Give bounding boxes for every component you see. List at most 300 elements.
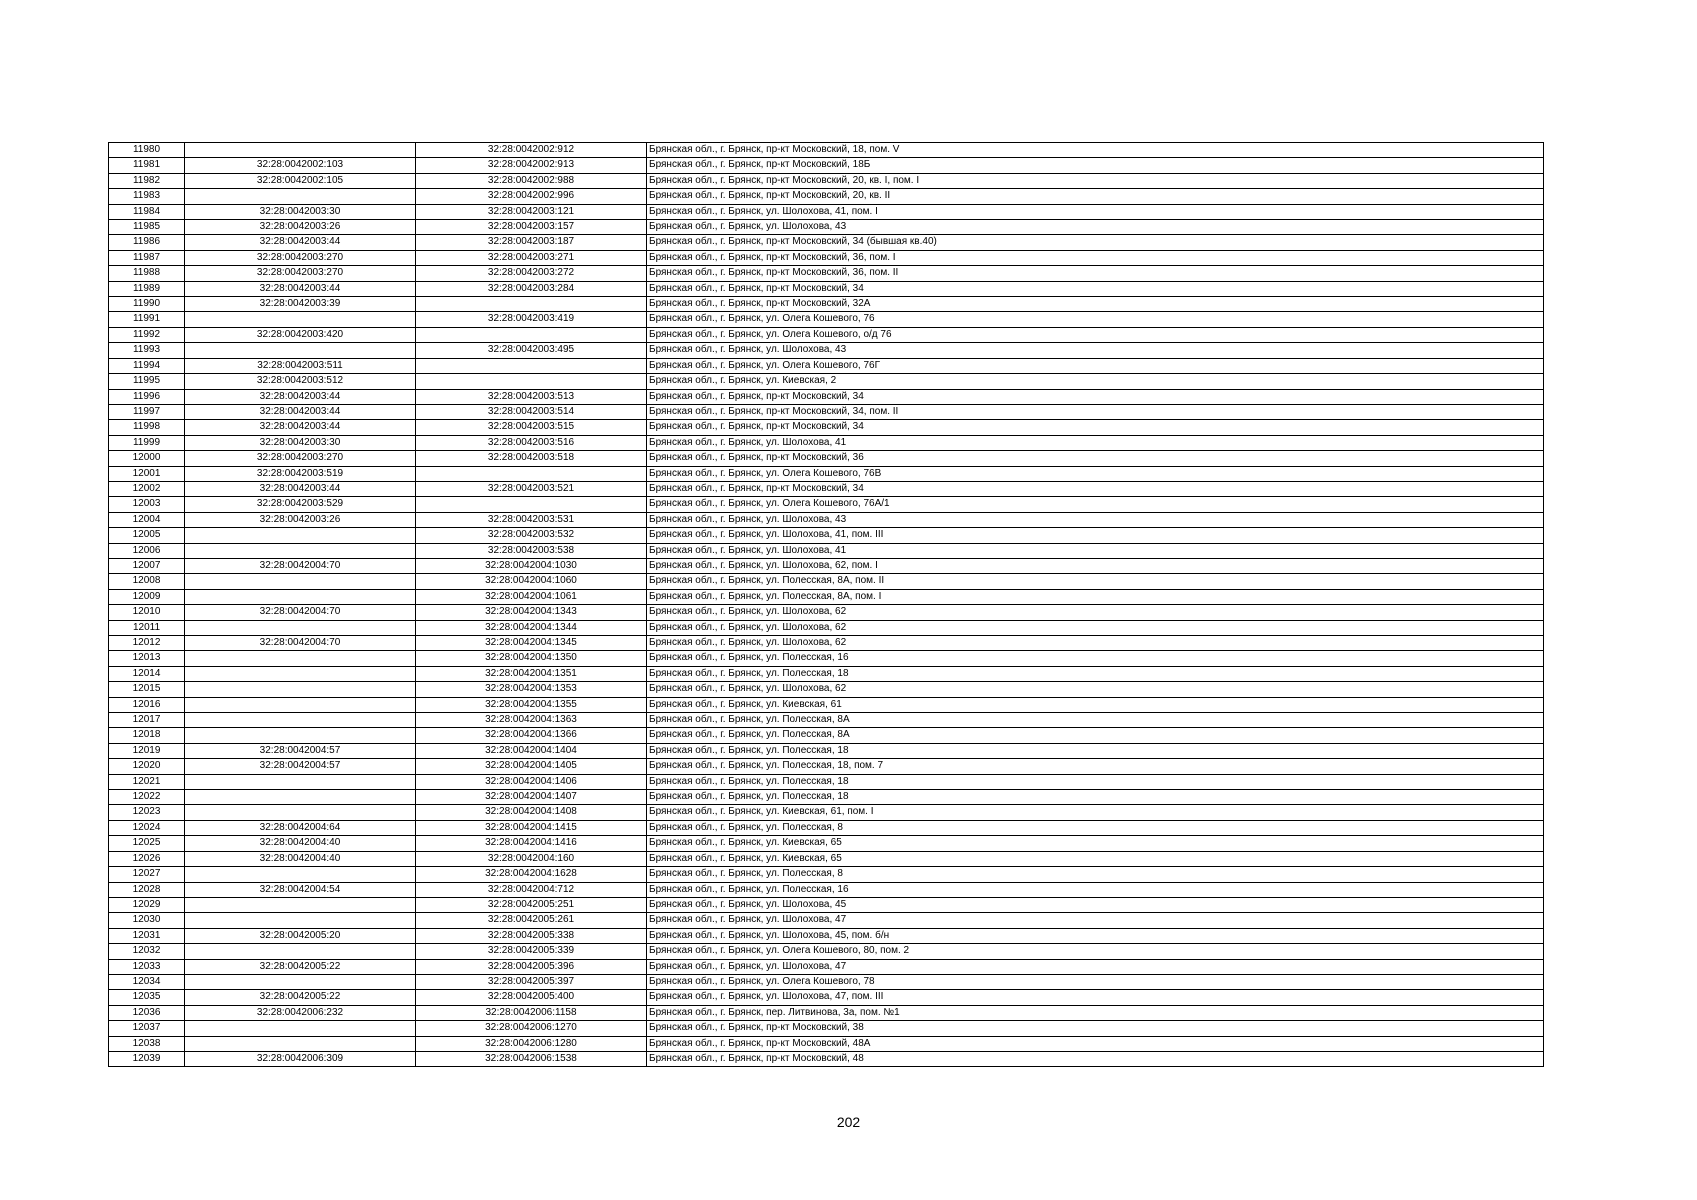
row-number-cell: 12000 <box>109 451 185 466</box>
address-cell: Брянская обл., г. Брянск, пр-кт Московский, 34 <box>647 281 1544 296</box>
address-cell: Брянская обл., г. Брянск, ул. Шолохова, 41, пом. I <box>647 204 1544 219</box>
row-number-cell: 12002 <box>109 481 185 496</box>
parent-cadastral-number-cell: 32:28:0042003:44 <box>185 481 416 496</box>
table-row <box>109 805 1544 820</box>
address-cell: Брянская обл., г. Брянск, ул. Шолохова, 41 <box>647 543 1544 558</box>
table-row <box>109 974 1544 989</box>
address-cell: Брянская обл., г. Брянск, ул. Полесская, 18, пом. 7 <box>647 759 1544 774</box>
parent-cadastral-number-cell <box>185 528 416 543</box>
address-cell: Брянская обл., г. Брянск, пр-кт Московский, 36, пом. I <box>647 250 1544 265</box>
row-number-cell: 11982 <box>109 173 185 188</box>
address-cell: Брянская обл., г. Брянск, ул. Шолохова, 47, пом. III <box>647 990 1544 1005</box>
address-cell: Брянская обл., г. Брянск, ул. Полесская, 8 <box>647 867 1544 882</box>
row-number-cell: 12024 <box>109 820 185 835</box>
table-row <box>109 774 1544 789</box>
parent-cadastral-number-cell <box>185 143 416 158</box>
cadastral-number-cell: 32:28:0042003:514 <box>416 404 647 419</box>
cadastral-number-cell <box>416 374 647 389</box>
address-cell: Брянская обл., г. Брянск, пр-кт Московский, 20, кв. I, пом. I <box>647 173 1544 188</box>
parent-cadastral-number-cell <box>185 312 416 327</box>
cadastral-number-cell: 32:28:0042004:1344 <box>416 620 647 635</box>
parent-cadastral-number-cell: 32:28:0042003:511 <box>185 358 416 373</box>
address-cell: Брянская обл., г. Брянск, ул. Олега Кошевого, 76Г <box>647 358 1544 373</box>
row-number-cell: 12032 <box>109 944 185 959</box>
address-cell: Брянская обл., г. Брянск, ул. Олега Кошевого, 76В <box>647 466 1544 481</box>
address-cell: Брянская обл., г. Брянск, пер. Литвинова, 3а, пом. №1 <box>647 1005 1544 1020</box>
address-cell: Брянская обл., г. Брянск, ул. Полесская, 18 <box>647 666 1544 681</box>
table-row <box>109 1051 1544 1066</box>
table-row <box>109 682 1544 697</box>
cadastral-number-cell: 32:28:0042004:1416 <box>416 836 647 851</box>
table-row <box>109 466 1544 481</box>
table-row <box>109 897 1544 912</box>
cadastral-number-cell: 32:28:0042004:160 <box>416 851 647 866</box>
cadastral-number-cell <box>416 466 647 481</box>
parent-cadastral-number-cell: 32:28:0042003:270 <box>185 250 416 265</box>
cadastral-number-cell: 32:28:0042004:712 <box>416 882 647 897</box>
row-number-cell: 11983 <box>109 189 185 204</box>
table-row <box>109 666 1544 681</box>
table-row <box>109 389 1544 404</box>
parent-cadastral-number-cell: 32:28:0042003:519 <box>185 466 416 481</box>
row-number-cell: 11987 <box>109 250 185 265</box>
table-row <box>109 543 1544 558</box>
parent-cadastral-number-cell: 32:28:0042003:420 <box>185 327 416 342</box>
table-row <box>109 790 1544 805</box>
row-number-cell: 12014 <box>109 666 185 681</box>
table-row <box>109 173 1544 188</box>
cadastral-number-cell: 32:28:0042003:419 <box>416 312 647 327</box>
address-cell: Брянская обл., г. Брянск, пр-кт Московский, 18Б <box>647 158 1544 173</box>
address-cell: Брянская обл., г. Брянск, ул. Полесская, 8А <box>647 713 1544 728</box>
table-row <box>109 620 1544 635</box>
table-row <box>109 374 1544 389</box>
parent-cadastral-number-cell: 32:28:0042006:309 <box>185 1051 416 1066</box>
parent-cadastral-number-cell: 32:28:0042003:44 <box>185 235 416 250</box>
address-cell: Брянская обл., г. Брянск, ул. Шолохова, 43 <box>647 343 1544 358</box>
address-cell: Брянская обл., г. Брянск, пр-кт Московский, 36 <box>647 451 1544 466</box>
parent-cadastral-number-cell: 32:28:0042004:70 <box>185 558 416 573</box>
row-number-cell: 11992 <box>109 327 185 342</box>
address-cell: Брянская обл., г. Брянск, ул. Киевская, 61, пом. I <box>647 805 1544 820</box>
table-row <box>109 250 1544 265</box>
cadastral-number-cell: 32:28:0042003:271 <box>416 250 647 265</box>
row-number-cell: 12025 <box>109 836 185 851</box>
cadastral-number-cell: 32:28:0042004:1351 <box>416 666 647 681</box>
address-cell: Брянская обл., г. Брянск, ул. Шолохова, 62 <box>647 682 1544 697</box>
address-cell: Брянская обл., г. Брянск, ул. Полесская, 8А, пом. I <box>647 589 1544 604</box>
parent-cadastral-number-cell: 32:28:0042004:70 <box>185 605 416 620</box>
cadastral-number-cell: 32:28:0042004:1363 <box>416 713 647 728</box>
parent-cadastral-number-cell <box>185 974 416 989</box>
address-cell: Брянская обл., г. Брянск, ул. Шолохова, 41, пом. III <box>647 528 1544 543</box>
parent-cadastral-number-cell: 32:28:0042004:40 <box>185 836 416 851</box>
cadastral-number-cell: 32:28:0042004:1405 <box>416 759 647 774</box>
address-cell: Брянская обл., г. Брянск, ул. Полесская, 8А, пом. II <box>647 574 1544 589</box>
parent-cadastral-number-cell <box>185 620 416 635</box>
parent-cadastral-number-cell <box>185 666 416 681</box>
row-number-cell: 12017 <box>109 713 185 728</box>
address-cell: Брянская обл., г. Брянск, ул. Шолохова, 43 <box>647 220 1544 235</box>
table-row <box>109 589 1544 604</box>
table-row <box>109 913 1544 928</box>
parent-cadastral-number-cell <box>185 651 416 666</box>
address-cell: Брянская обл., г. Брянск, ул. Шолохова, 62 <box>647 620 1544 635</box>
parent-cadastral-number-cell <box>185 589 416 604</box>
table-row <box>109 1036 1544 1051</box>
row-number-cell: 11989 <box>109 281 185 296</box>
cadastral-number-cell: 32:28:0042004:1406 <box>416 774 647 789</box>
table-row <box>109 420 1544 435</box>
table-row <box>109 713 1544 728</box>
row-number-cell: 11990 <box>109 297 185 312</box>
table-row <box>109 558 1544 573</box>
row-number-cell: 12019 <box>109 743 185 758</box>
address-cell: Брянская обл., г. Брянск, пр-кт Московский, 36, пом. II <box>647 266 1544 281</box>
parent-cadastral-number-cell <box>185 697 416 712</box>
parent-cadastral-number-cell <box>185 897 416 912</box>
row-number-cell: 12038 <box>109 1036 185 1051</box>
cadastral-number-cell: 32:28:0042004:1061 <box>416 589 647 604</box>
cadastral-number-cell: 32:28:0042004:1628 <box>416 867 647 882</box>
address-cell: Брянская обл., г. Брянск, ул. Олега Кошевого, 76 <box>647 312 1544 327</box>
address-cell: Брянская обл., г. Брянск, пр-кт Московский, 34, пом. II <box>647 404 1544 419</box>
table-row <box>109 990 1544 1005</box>
parent-cadastral-number-cell: 32:28:0042003:44 <box>185 389 416 404</box>
cadastral-number-cell: 32:28:0042002:988 <box>416 173 647 188</box>
cadastral-number-cell: 32:28:0042006:1280 <box>416 1036 647 1051</box>
parent-cadastral-number-cell: 32:28:0042004:57 <box>185 759 416 774</box>
row-number-cell: 12013 <box>109 651 185 666</box>
table-row <box>109 281 1544 296</box>
address-cell: Брянская обл., г. Брянск, пр-кт Московский, 38 <box>647 1021 1544 1036</box>
table-row <box>109 836 1544 851</box>
cadastral-number-cell: 32:28:0042002:913 <box>416 158 647 173</box>
cadastral-number-cell: 32:28:0042005:251 <box>416 897 647 912</box>
row-number-cell: 12009 <box>109 589 185 604</box>
parent-cadastral-number-cell: 32:28:0042003:44 <box>185 420 416 435</box>
cadastral-number-cell: 32:28:0042003:518 <box>416 451 647 466</box>
parent-cadastral-number-cell <box>185 682 416 697</box>
cadastral-number-cell: 32:28:0042003:521 <box>416 481 647 496</box>
parent-cadastral-number-cell: 32:28:0042004:40 <box>185 851 416 866</box>
address-cell: Брянская обл., г. Брянск, ул. Шолохова, 45, пом. б/н <box>647 928 1544 943</box>
cadastral-number-cell: 32:28:0042005:339 <box>416 944 647 959</box>
row-number-cell: 11994 <box>109 358 185 373</box>
table-row <box>109 528 1544 543</box>
table-row <box>109 574 1544 589</box>
cadastral-number-cell: 32:28:0042006:1538 <box>416 1051 647 1066</box>
parent-cadastral-number-cell: 32:28:0042003:39 <box>185 297 416 312</box>
cadastral-number-cell: 32:28:0042003:187 <box>416 235 647 250</box>
address-cell: Брянская обл., г. Брянск, ул. Шолохова, 62 <box>647 636 1544 651</box>
table-row <box>109 512 1544 527</box>
table-row <box>109 1005 1544 1020</box>
row-number-cell: 11981 <box>109 158 185 173</box>
row-number-cell: 11986 <box>109 235 185 250</box>
row-number-cell: 12003 <box>109 497 185 512</box>
table-row <box>109 158 1544 173</box>
parent-cadastral-number-cell <box>185 867 416 882</box>
row-number-cell: 11993 <box>109 343 185 358</box>
table-row <box>109 605 1544 620</box>
address-cell: Брянская обл., г. Брянск, пр-кт Московский, 34 <box>647 420 1544 435</box>
row-number-cell: 11984 <box>109 204 185 219</box>
table-row <box>109 297 1544 312</box>
parent-cadastral-number-cell <box>185 574 416 589</box>
cadastral-number-cell: 32:28:0042004:1353 <box>416 682 647 697</box>
cadastral-number-cell <box>416 358 647 373</box>
cadastral-number-cell: 32:28:0042004:1350 <box>416 651 647 666</box>
cadastral-number-cell: 32:28:0042003:495 <box>416 343 647 358</box>
row-number-cell: 12036 <box>109 1005 185 1020</box>
parent-cadastral-number-cell <box>185 944 416 959</box>
cadastral-number-cell: 32:28:0042004:1415 <box>416 820 647 835</box>
parent-cadastral-number-cell: 32:28:0042004:57 <box>185 743 416 758</box>
cadastral-number-cell: 32:28:0042006:1270 <box>416 1021 647 1036</box>
table-row <box>109 944 1544 959</box>
row-number-cell: 12034 <box>109 974 185 989</box>
row-number-cell: 11985 <box>109 220 185 235</box>
address-cell: Брянская обл., г. Брянск, ул. Олега Кошевого, 76А/1 <box>647 497 1544 512</box>
cadastral-number-cell: 32:28:0042004:1060 <box>416 574 647 589</box>
cadastral-number-cell: 32:28:0042002:912 <box>416 143 647 158</box>
address-cell: Брянская обл., г. Брянск, пр-кт Московский, 18, пом. V <box>647 143 1544 158</box>
row-number-cell: 11991 <box>109 312 185 327</box>
address-cell: Брянская обл., г. Брянск, ул. Полесская, 18 <box>647 774 1544 789</box>
row-number-cell: 11997 <box>109 404 185 419</box>
table-row <box>109 1021 1544 1036</box>
address-cell: Брянская обл., г. Брянск, ул. Олега Кошевого, 78 <box>647 974 1544 989</box>
cadastral-number-cell <box>416 327 647 342</box>
table-row <box>109 327 1544 342</box>
cadastral-number-cell: 32:28:0042003:515 <box>416 420 647 435</box>
table-row <box>109 451 1544 466</box>
address-cell: Брянская обл., г. Брянск, ул. Шолохова, 47 <box>647 959 1544 974</box>
address-cell: Брянская обл., г. Брянск, пр-кт Московский, 34 <box>647 481 1544 496</box>
table-row <box>109 867 1544 882</box>
table-row <box>109 312 1544 327</box>
cadastral-number-cell: 32:28:0042006:1158 <box>416 1005 647 1020</box>
address-cell: Брянская обл., г. Брянск, пр-кт Московский, 48 <box>647 1051 1544 1066</box>
parent-cadastral-number-cell: 32:28:0042003:30 <box>185 435 416 450</box>
cadastral-number-cell <box>416 497 647 512</box>
parent-cadastral-number-cell: 32:28:0042003:270 <box>185 266 416 281</box>
parent-cadastral-number-cell: 32:28:0042004:64 <box>185 820 416 835</box>
table-row <box>109 651 1544 666</box>
row-number-cell: 11999 <box>109 435 185 450</box>
row-number-cell: 11995 <box>109 374 185 389</box>
table-row <box>109 728 1544 743</box>
cadastral-number-cell: 32:28:0042003:121 <box>416 204 647 219</box>
cadastral-number-cell: 32:28:0042004:1404 <box>416 743 647 758</box>
parent-cadastral-number-cell: 32:28:0042005:22 <box>185 990 416 1005</box>
table-row <box>109 820 1544 835</box>
row-number-cell: 12006 <box>109 543 185 558</box>
row-number-cell: 12011 <box>109 620 185 635</box>
row-number-cell: 12008 <box>109 574 185 589</box>
row-number-cell: 12021 <box>109 774 185 789</box>
parent-cadastral-number-cell: 32:28:0042003:30 <box>185 204 416 219</box>
row-number-cell: 12018 <box>109 728 185 743</box>
cadastral-number-cell: 32:28:0042002:996 <box>416 189 647 204</box>
address-cell: Брянская обл., г. Брянск, ул. Полесская, 8 <box>647 820 1544 835</box>
cadastral-number-cell: 32:28:0042005:261 <box>416 913 647 928</box>
table-row <box>109 404 1544 419</box>
cadastral-number-cell: 32:28:0042004:1355 <box>416 697 647 712</box>
parent-cadastral-number-cell <box>185 543 416 558</box>
parent-cadastral-number-cell <box>185 1036 416 1051</box>
parent-cadastral-number-cell <box>185 774 416 789</box>
table-row <box>109 435 1544 450</box>
address-cell: Брянская обл., г. Брянск, ул. Шолохова, 43 <box>647 512 1544 527</box>
table-row <box>109 481 1544 496</box>
address-cell: Брянская обл., г. Брянск, ул. Полесская, 18 <box>647 743 1544 758</box>
cadastral-number-cell: 32:28:0042003:516 <box>416 435 647 450</box>
address-cell: Брянская обл., г. Брянск, ул. Киевская, 65 <box>647 836 1544 851</box>
table-row <box>109 235 1544 250</box>
row-number-cell: 12029 <box>109 897 185 912</box>
row-number-cell: 12035 <box>109 990 185 1005</box>
row-number-cell: 12010 <box>109 605 185 620</box>
table-row <box>109 882 1544 897</box>
parent-cadastral-number-cell: 32:28:0042003:44 <box>185 404 416 419</box>
table-row <box>109 743 1544 758</box>
row-number-cell: 11980 <box>109 143 185 158</box>
cadastral-number-cell: 32:28:0042005:400 <box>416 990 647 1005</box>
parent-cadastral-number-cell: 32:28:0042004:54 <box>185 882 416 897</box>
row-number-cell: 12007 <box>109 558 185 573</box>
address-cell: Брянская обл., г. Брянск, пр-кт Московский, 34 (бывшая кв.40) <box>647 235 1544 250</box>
row-number-cell: 12037 <box>109 1021 185 1036</box>
row-number-cell: 12027 <box>109 867 185 882</box>
parent-cadastral-number-cell: 32:28:0042006:232 <box>185 1005 416 1020</box>
cadastral-number-cell: 32:28:0042003:538 <box>416 543 647 558</box>
parent-cadastral-number-cell: 32:28:0042004:70 <box>185 636 416 651</box>
address-cell: Брянская обл., г. Брянск, ул. Шолохова, 45 <box>647 897 1544 912</box>
address-cell: Брянская обл., г. Брянск, пр-кт Московский, 32А <box>647 297 1544 312</box>
table-row <box>109 220 1544 235</box>
parent-cadastral-number-cell: 32:28:0042002:105 <box>185 173 416 188</box>
row-number-cell: 12004 <box>109 512 185 527</box>
cadastral-number-cell: 32:28:0042004:1366 <box>416 728 647 743</box>
row-number-cell: 12023 <box>109 805 185 820</box>
table-row <box>109 266 1544 281</box>
parent-cadastral-number-cell: 32:28:0042005:22 <box>185 959 416 974</box>
cadastral-number-cell: 32:28:0042004:1408 <box>416 805 647 820</box>
row-number-cell: 12033 <box>109 959 185 974</box>
table-row <box>109 143 1544 158</box>
cadastral-number-cell: 32:28:0042005:396 <box>416 959 647 974</box>
row-number-cell: 11998 <box>109 420 185 435</box>
parent-cadastral-number-cell: 32:28:0042003:529 <box>185 497 416 512</box>
parent-cadastral-number-cell <box>185 713 416 728</box>
cadastral-number-cell: 32:28:0042004:1343 <box>416 605 647 620</box>
table-row <box>109 636 1544 651</box>
parent-cadastral-number-cell <box>185 805 416 820</box>
cadastral-number-cell: 32:28:0042005:397 <box>416 974 647 989</box>
row-number-cell: 12039 <box>109 1051 185 1066</box>
cadastral-number-cell: 32:28:0042003:157 <box>416 220 647 235</box>
table-row <box>109 851 1544 866</box>
row-number-cell: 11988 <box>109 266 185 281</box>
cadastral-number-cell: 32:28:0042003:284 <box>416 281 647 296</box>
parent-cadastral-number-cell: 32:28:0042003:270 <box>185 451 416 466</box>
address-cell: Брянская обл., г. Брянск, ул. Киевская, 61 <box>647 697 1544 712</box>
parent-cadastral-number-cell: 32:28:0042003:512 <box>185 374 416 389</box>
address-cell: Брянская обл., г. Брянск, пр-кт Московский, 48А <box>647 1036 1544 1051</box>
address-cell: Брянская обл., г. Брянск, ул. Шолохова, 47 <box>647 913 1544 928</box>
address-cell: Брянская обл., г. Брянск, пр-кт Московский, 20, кв. II <box>647 189 1544 204</box>
address-cell: Брянская обл., г. Брянск, ул. Полесская, 16 <box>647 651 1544 666</box>
row-number-cell: 11996 <box>109 389 185 404</box>
address-cell: Брянская обл., г. Брянск, ул. Полесская, 18 <box>647 790 1544 805</box>
table-row <box>109 928 1544 943</box>
cadastral-number-cell: 32:28:0042003:532 <box>416 528 647 543</box>
address-cell: Брянская обл., г. Брянск, ул. Шолохова, 62, пом. I <box>647 558 1544 573</box>
table-row <box>109 343 1544 358</box>
table-row <box>109 204 1544 219</box>
cadastral-number-cell: 32:28:0042003:272 <box>416 266 647 281</box>
table-row <box>109 497 1544 512</box>
row-number-cell: 12031 <box>109 928 185 943</box>
parent-cadastral-number-cell: 32:28:0042005:20 <box>185 928 416 943</box>
table-row <box>109 959 1544 974</box>
row-number-cell: 12026 <box>109 851 185 866</box>
row-number-cell: 12022 <box>109 790 185 805</box>
row-number-cell: 12016 <box>109 697 185 712</box>
page-number: 202 <box>836 1114 861 1130</box>
parent-cadastral-number-cell <box>185 343 416 358</box>
table-row <box>109 189 1544 204</box>
address-cell: Брянская обл., г. Брянск, ул. Полесская, 8А <box>647 728 1544 743</box>
cadastral-number-cell: 32:28:0042003:531 <box>416 512 647 527</box>
parent-cadastral-number-cell <box>185 913 416 928</box>
registry-table-body <box>109 143 1544 1067</box>
row-number-cell: 12015 <box>109 682 185 697</box>
cadastral-number-cell: 32:28:0042005:338 <box>416 928 647 943</box>
table-row <box>109 358 1544 373</box>
row-number-cell: 12020 <box>109 759 185 774</box>
table-row <box>109 697 1544 712</box>
cadastral-number-cell <box>416 297 647 312</box>
cadastral-number-cell: 32:28:0042004:1030 <box>416 558 647 573</box>
cadastral-number-cell: 32:28:0042004:1407 <box>416 790 647 805</box>
address-cell: Брянская обл., г. Брянск, ул. Киевская, 65 <box>647 851 1544 866</box>
parent-cadastral-number-cell <box>185 189 416 204</box>
parent-cadastral-number-cell <box>185 790 416 805</box>
table-row <box>109 759 1544 774</box>
row-number-cell: 12001 <box>109 466 185 481</box>
registry-table <box>108 142 1544 1067</box>
row-number-cell: 12012 <box>109 636 185 651</box>
address-cell: Брянская обл., г. Брянск, ул. Шолохова, 41 <box>647 435 1544 450</box>
cadastral-number-cell: 32:28:0042003:513 <box>416 389 647 404</box>
address-cell: Брянская обл., г. Брянск, ул. Олега Кошевого, о/д 76 <box>647 327 1544 342</box>
address-cell: Брянская обл., г. Брянск, ул. Полесская, 16 <box>647 882 1544 897</box>
cadastral-number-cell: 32:28:0042004:1345 <box>416 636 647 651</box>
parent-cadastral-number-cell <box>185 1021 416 1036</box>
parent-cadastral-number-cell: 32:28:0042003:44 <box>185 281 416 296</box>
parent-cadastral-number-cell: 32:28:0042003:26 <box>185 512 416 527</box>
address-cell: Брянская обл., г. Брянск, ул. Шолохова, 62 <box>647 605 1544 620</box>
address-cell: Брянская обл., г. Брянск, ул. Олега Кошевого, 80, пом. 2 <box>647 944 1544 959</box>
parent-cadastral-number-cell: 32:28:0042003:26 <box>185 220 416 235</box>
row-number-cell: 12005 <box>109 528 185 543</box>
parent-cadastral-number-cell: 32:28:0042002:103 <box>185 158 416 173</box>
row-number-cell: 12028 <box>109 882 185 897</box>
address-cell: Брянская обл., г. Брянск, ул. Киевская, 2 <box>647 374 1544 389</box>
